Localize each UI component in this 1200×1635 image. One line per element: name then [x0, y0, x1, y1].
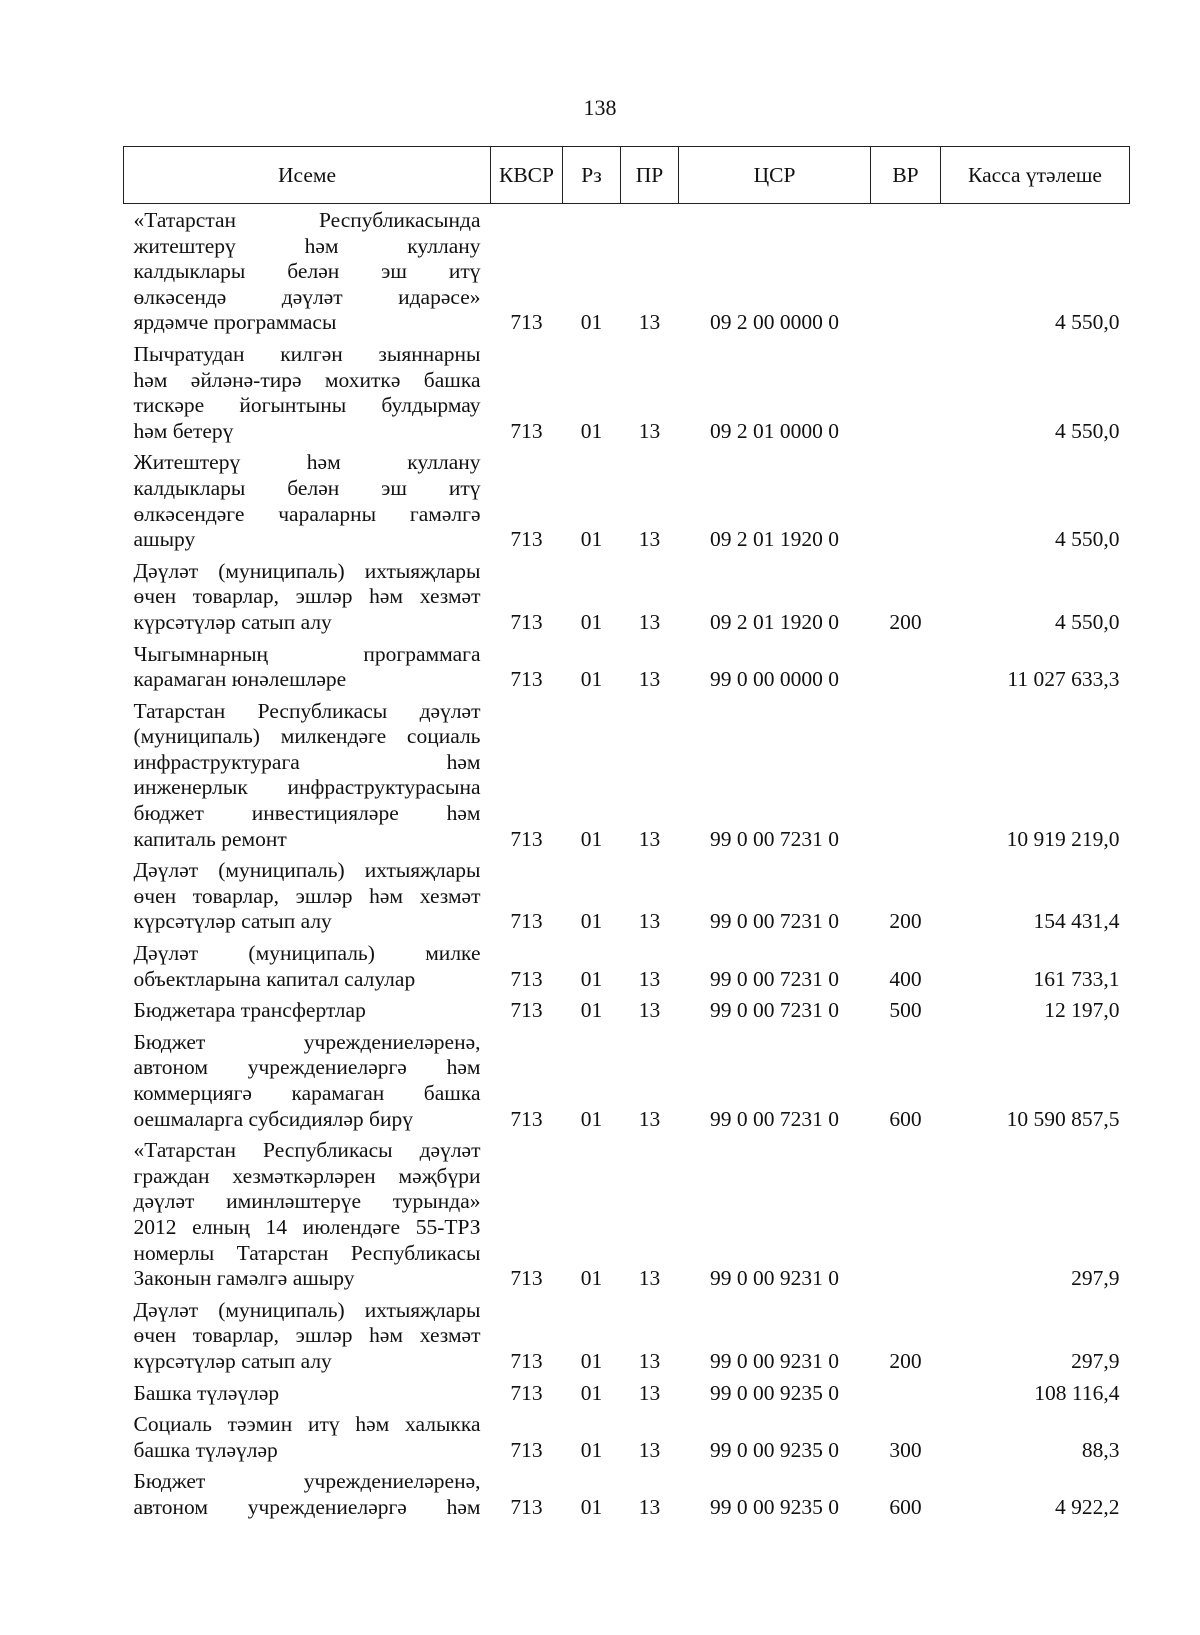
row-vr	[871, 695, 941, 855]
row-sum: 88,3	[1081, 1437, 1120, 1462]
row-csr: 09 2 01 1920 0	[710, 609, 839, 634]
row-rz: 01	[580, 527, 603, 552]
budget-table	[123, 146, 1130, 1523]
row-name-line: житештерү һәм куллану	[133, 233, 481, 258]
row-rz: 01	[580, 1494, 603, 1519]
row-name	[124, 204, 491, 338]
row-vr: 200	[889, 609, 922, 634]
row-sum: 154 431,4	[1033, 909, 1120, 934]
row-name-line: номерлы Татарстан Республикасы	[133, 1240, 481, 1265]
row-pr: 13	[638, 998, 661, 1023]
row-vr: 500	[889, 998, 922, 1023]
row-vr: 400	[889, 966, 922, 991]
row-sum: 12 197,0	[1044, 998, 1120, 1023]
row-kvsr: 713	[510, 826, 543, 851]
row-csr: 99 0 00 9235 0	[710, 1437, 839, 1462]
table-row	[124, 994, 1130, 1026]
row-vr: 200	[889, 909, 922, 934]
table-row	[124, 1294, 1130, 1377]
row-pr: 13	[638, 1106, 661, 1131]
row-pr: 13	[638, 909, 661, 934]
budget-table-container	[123, 146, 1129, 1523]
row-kvsr: 713	[510, 609, 543, 634]
row-csr: 99 0 00 7231 0	[710, 966, 839, 991]
row-vr	[871, 1134, 941, 1294]
row-name	[124, 1465, 491, 1522]
row-rz: 01	[580, 1266, 603, 1291]
row-name	[124, 1408, 491, 1465]
row-rz: 01	[580, 609, 603, 634]
row-csr: 99 0 00 7231 0	[710, 1106, 839, 1131]
row-name	[124, 695, 491, 855]
header-pr: ПР	[621, 147, 679, 204]
row-name-line: автоном учреждениеләргә һәм	[133, 1055, 481, 1080]
row-name-line: ярдәмче программасы	[133, 310, 337, 335]
row-rz: 01	[580, 310, 603, 335]
header-rz: Рз	[563, 147, 621, 204]
table-row	[124, 695, 1130, 855]
row-name-line: күрсәтүләр сатып алу	[133, 1348, 332, 1373]
row-name-line: коммерциягә карамаган башка	[133, 1081, 481, 1105]
row-name-line: тискәре йогынтыны булдырмау	[133, 393, 481, 418]
row-name	[124, 338, 491, 446]
row-name	[124, 937, 491, 994]
row-name-line: калдыклары белән эш итү	[133, 259, 481, 284]
table-row	[124, 1408, 1130, 1465]
row-name-line: «Татарстан Республикасы дәүләт	[133, 1138, 481, 1163]
row-name-line: күрсәтүләр сатып алу	[133, 909, 332, 934]
row-name-line: Дәүләт (муниципаль) милке	[133, 941, 481, 966]
row-name-line: Татарстан Республикасы дәүләт	[133, 698, 481, 723]
row-name-line: инженерлык инфраструктурасына	[133, 775, 481, 800]
row-sum: 4 550,0	[1055, 609, 1120, 634]
row-pr: 13	[638, 418, 661, 443]
row-sum: 4 550,0	[1055, 527, 1120, 552]
row-kvsr: 713	[510, 1266, 543, 1291]
row-vr: 200	[889, 1348, 922, 1373]
row-pr: 13	[638, 1494, 661, 1519]
row-name-line: инфраструктурага һәм	[133, 749, 481, 774]
table-row	[124, 638, 1130, 695]
table-row	[124, 937, 1130, 994]
row-sum: 297,9	[1071, 1266, 1120, 1291]
row-name-line: Бюджет учреждениеләренә,	[133, 1469, 481, 1494]
table-row	[124, 555, 1130, 638]
row-name-line: өчен товарлар, эшләр һәм хезмәт	[133, 883, 481, 908]
row-name-line: ашыру	[133, 527, 196, 552]
row-name-line: күрсәтүләр сатып алу	[133, 609, 332, 634]
table-row	[124, 854, 1130, 937]
row-name-line: дәүләт иминләштерүе турында»	[133, 1189, 481, 1214]
row-pr: 13	[638, 1437, 661, 1462]
row-rz: 01	[580, 1348, 603, 1373]
row-kvsr: 713	[510, 1437, 543, 1462]
row-name-line: Пычратудан килгән зыяннарны	[133, 341, 481, 366]
row-name-line: Бюджетара трансфертлар	[133, 998, 366, 1023]
row-sum: 10 590 857,5	[1006, 1106, 1120, 1131]
row-name-line: Социаль тәэмин итү һәм халыкка	[133, 1412, 481, 1437]
row-pr: 13	[638, 1266, 661, 1291]
row-pr: 13	[638, 966, 661, 991]
row-name-line: Бюджет учреждениеләренә,	[133, 1029, 481, 1054]
row-name	[124, 638, 491, 695]
row-name-line: Дәүләт (муниципаль) ихтыяҗлары	[133, 858, 481, 883]
row-vr	[871, 638, 941, 695]
row-name-line: өлкәсендәге чараларны гамәлгә	[133, 501, 481, 526]
row-vr	[871, 204, 941, 338]
row-pr: 13	[638, 310, 661, 335]
row-name	[124, 1026, 491, 1134]
row-name-line: бюджет инвестицияләре һәм	[133, 801, 481, 826]
row-csr: 09 2 00 0000 0	[710, 310, 839, 335]
row-name-line: һәм әйләнә-тирә мохиткә башка	[133, 367, 481, 392]
row-sum: 4 550,0	[1055, 418, 1120, 443]
row-vr	[871, 1377, 941, 1409]
table-row	[124, 1026, 1130, 1134]
row-rz: 01	[580, 826, 603, 851]
row-csr: 99 0 00 7231 0	[710, 909, 839, 934]
row-rz: 01	[580, 909, 603, 934]
row-rz: 01	[580, 418, 603, 443]
row-sum: 11 027 633,3	[1007, 667, 1120, 692]
row-pr: 13	[638, 527, 661, 552]
row-name-line: Дәүләт (муниципаль) ихтыяҗлары	[133, 1297, 481, 1322]
table-row	[124, 1465, 1130, 1522]
table-body	[124, 204, 1130, 1523]
header-vr: ВР	[871, 147, 941, 204]
table-row	[124, 1377, 1130, 1409]
row-name	[124, 1134, 491, 1294]
row-vr: 600	[889, 1106, 922, 1131]
row-name	[124, 1294, 491, 1377]
header-name: Исеме	[124, 147, 491, 204]
row-sum: 4 550,0	[1055, 310, 1120, 335]
row-csr: 99 0 00 7231 0	[710, 998, 839, 1023]
row-rz: 01	[580, 1106, 603, 1131]
row-name-line: өлкәсендә дәүләт идарәсе»	[133, 284, 481, 309]
table-row	[124, 204, 1130, 338]
row-csr: 99 0 00 9235 0	[710, 1494, 839, 1519]
row-name-line: граждан хезмәткәрләрен мәҗбүри	[133, 1163, 481, 1188]
row-rz: 01	[580, 667, 603, 692]
row-name-line: капиталь ремонт	[133, 826, 287, 851]
row-kvsr: 713	[510, 1106, 543, 1131]
row-rz: 01	[580, 1380, 603, 1405]
row-kvsr: 713	[510, 1348, 543, 1373]
row-csr: 09 2 01 1920 0	[710, 527, 839, 552]
row-kvsr: 713	[510, 667, 543, 692]
row-csr: 99 0 00 9231 0	[710, 1348, 839, 1373]
row-vr: 600	[889, 1494, 922, 1519]
row-name-line: Законын гамәлгә ашыру	[133, 1266, 355, 1291]
row-sum: 108 116,4	[1034, 1380, 1120, 1405]
row-csr: 09 2 01 0000 0	[710, 418, 839, 443]
row-vr	[871, 446, 941, 554]
row-pr: 13	[638, 1348, 661, 1373]
row-pr: 13	[638, 667, 661, 692]
row-name-line: оешмаларга субсидияләр бирү	[133, 1106, 413, 1131]
row-name-line: «Татарстан Республикасында	[133, 208, 481, 232]
row-pr: 13	[638, 609, 661, 634]
table-header	[124, 147, 1130, 204]
row-name	[124, 1377, 491, 1409]
table-row	[124, 446, 1130, 554]
row-rz: 01	[580, 998, 603, 1023]
header-csr: ЦСР	[679, 147, 871, 204]
row-kvsr: 713	[510, 998, 543, 1023]
row-name	[124, 555, 491, 638]
row-sum: 161 733,1	[1033, 966, 1120, 991]
row-csr: 99 0 00 0000 0	[710, 667, 839, 692]
row-name-line: автоном учреждениеләргә һәм	[133, 1494, 481, 1519]
row-name-line: объектларына капитал салулар	[133, 966, 416, 991]
row-rz: 01	[580, 1437, 603, 1462]
row-name-line: (муниципаль) милкендәге социаль	[133, 724, 481, 749]
table-row	[124, 338, 1130, 446]
row-name-line: 2012 елның 14 июлендәге 55-ТРЗ	[133, 1214, 481, 1239]
row-csr: 99 0 00 9231 0	[710, 1266, 839, 1291]
row-csr: 99 0 00 7231 0	[710, 826, 839, 851]
row-name-line: өчен товарлар, эшләр һәм хезмәт	[133, 584, 481, 609]
row-rz: 01	[580, 966, 603, 991]
row-csr: 99 0 00 9235 0	[710, 1380, 839, 1405]
row-kvsr: 713	[510, 909, 543, 934]
row-name	[124, 994, 491, 1026]
row-pr: 13	[638, 1380, 661, 1405]
row-name-line: һәм бетерү	[133, 418, 234, 443]
row-name-line: калдыклары белән эш итү	[133, 475, 481, 500]
row-name-line: Башка түләүләр	[133, 1380, 280, 1405]
row-name-line: Житештерү һәм куллану	[133, 450, 481, 475]
row-name	[124, 854, 491, 937]
row-name-line: Дәүләт (муниципаль) ихтыяҗлары	[133, 558, 481, 583]
row-name-line: өчен товарлар, эшләр һәм хезмәт	[133, 1323, 481, 1348]
row-name	[124, 446, 491, 554]
row-kvsr: 713	[510, 418, 543, 443]
header-kvsr: КВСР	[491, 147, 563, 204]
page-number: 138	[583, 95, 617, 120]
row-sum: 297,9	[1071, 1348, 1120, 1373]
row-sum: 10 919 219,0	[1006, 826, 1120, 851]
row-name-line: карамаган юнәлешләре	[133, 667, 347, 692]
row-pr: 13	[638, 826, 661, 851]
row-name-line: Чыгымнарның программага	[133, 641, 481, 666]
row-kvsr: 713	[510, 527, 543, 552]
row-name-line: башка түләүләр	[133, 1437, 278, 1462]
row-vr: 300	[889, 1437, 922, 1462]
table-row	[124, 1134, 1130, 1294]
row-vr	[871, 338, 941, 446]
row-kvsr: 713	[510, 1380, 543, 1405]
header-sum: Касса үтәлеше	[941, 147, 1130, 204]
row-sum: 4 922,2	[1055, 1494, 1120, 1519]
row-kvsr: 713	[510, 966, 543, 991]
row-kvsr: 713	[510, 310, 543, 335]
row-kvsr: 713	[510, 1494, 543, 1519]
